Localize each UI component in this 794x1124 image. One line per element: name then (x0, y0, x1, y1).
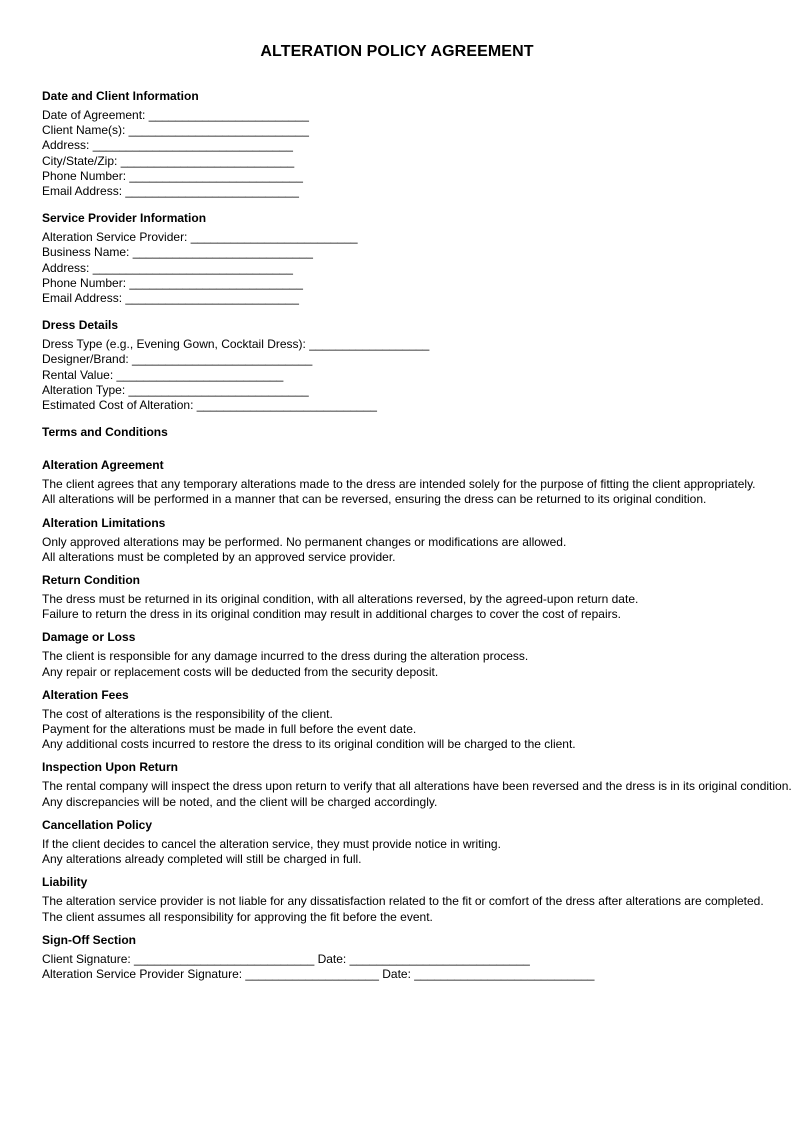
term-heading: Inspection Upon Return (42, 760, 178, 775)
term-line: All alterations will be performed in a manner that can be reversed, ensuring the dress can be returned to its original condition. (42, 492, 707, 507)
term-line: The client is responsible for any damage incurred to the dress during the alteration process. (42, 649, 529, 664)
term-line: Only approved alterations may be performed. No permanent changes or modifications are allowed. (42, 534, 567, 549)
term-line: Any alterations already completed will still be charged in full. (42, 852, 362, 867)
term-line: Any additional costs incurred to restore the dress to its original condition will be charged to the client. (42, 737, 576, 752)
term-heading: Return Condition (42, 573, 140, 588)
term-line: The client agrees that any temporary alterations made to the dress are intended solely for the purpose of fitting the client appropriately. (42, 477, 756, 492)
dress-type-field: Dress Type (e.g., Evening Gown, Cocktail Dress): __________________ (42, 337, 430, 352)
section-heading-signoff: Sign-Off Section (42, 932, 136, 947)
term-line: The dress must be returned in its original condition, with all alterations reversed, by the agreed-upon return date. (42, 592, 639, 607)
term-line: Payment for the alterations must be made in full before the event date. (42, 722, 417, 737)
term-heading: Alteration Agreement (42, 458, 164, 473)
client-city-field: City/State/Zip: __________________________ (42, 153, 295, 168)
term-heading: Liability (42, 875, 88, 890)
term-line: Any discrepancies will be noted, and the client will be charged accordingly. (42, 794, 438, 809)
term-heading: Alteration Limitations (42, 515, 166, 530)
client-address-field: Address: ______________________________ (42, 138, 293, 153)
provider-phone-field: Phone Number: __________________________ (42, 275, 303, 290)
document-body (42, 89, 792, 982)
dress-alteration-type-field: Alteration Type: ___________________________ (42, 382, 309, 397)
term-line: Any repair or replacement costs will be deducted from the security deposit. (42, 664, 439, 679)
section-heading-client: Date and Client Information (42, 89, 199, 103)
client-phone-field: Phone Number: __________________________ (42, 168, 303, 183)
term-line: The client assumes all responsibility for approving the fit before the event. (42, 909, 433, 924)
client-date-field: Date of Agreement: ________________________ (42, 108, 309, 122)
client-name-field: Client Name(s): ___________________________ (42, 123, 309, 138)
term-line: If the client decides to cancel the alteration service, they must provide notice in writing. (42, 836, 501, 851)
term-line: The cost of alterations is the responsibility of the client. (42, 706, 333, 721)
dress-designer-field: Designer/Brand: ___________________________ (42, 352, 313, 367)
provider-signature-line: Alteration Service Provider Signature: ____________________ Date: ___________________________ (42, 966, 595, 981)
section-heading-provider: Service Provider Information (42, 211, 207, 226)
provider-name-field: Alteration Service Provider: _________________________ (42, 230, 358, 245)
dress-rental-value-field: Rental Value: _________________________ (42, 367, 284, 382)
term-line: Failure to return the dress in its original condition may result in additional charges to cover the cost of repairs. (42, 607, 621, 622)
provider-business-field: Business Name: ___________________________ (42, 245, 313, 260)
section-heading-terms: Terms and Conditions (42, 425, 168, 440)
client-email-field: Email Address: __________________________ (42, 184, 299, 199)
section-heading-dress: Dress Details (42, 318, 119, 333)
provider-address-field: Address: ______________________________ (42, 260, 293, 275)
document-title: ALTERATION POLICY AGREEMENT (260, 43, 534, 60)
dress-cost-field: Estimated Cost of Alteration: ___________________________ (42, 398, 377, 413)
term-heading: Alteration Fees (42, 687, 129, 702)
client-signature-line: Client Signature: ___________________________ Date: ___________________________ (42, 951, 530, 966)
term-line: The alteration service provider is not liable for any dissatisfaction related to the fit or comfort of the dress after alterations are completed. (42, 894, 764, 909)
provider-email-field: Email Address: __________________________ (42, 291, 299, 306)
term-heading: Damage or Loss (42, 630, 136, 645)
term-heading: Cancellation Policy (42, 817, 153, 832)
term-line: All alterations must be completed by an approved service provider. (42, 549, 396, 564)
term-line: The rental company will inspect the dress upon return to verify that all alterations have been reversed and the dress is in its original condition. (42, 779, 792, 794)
